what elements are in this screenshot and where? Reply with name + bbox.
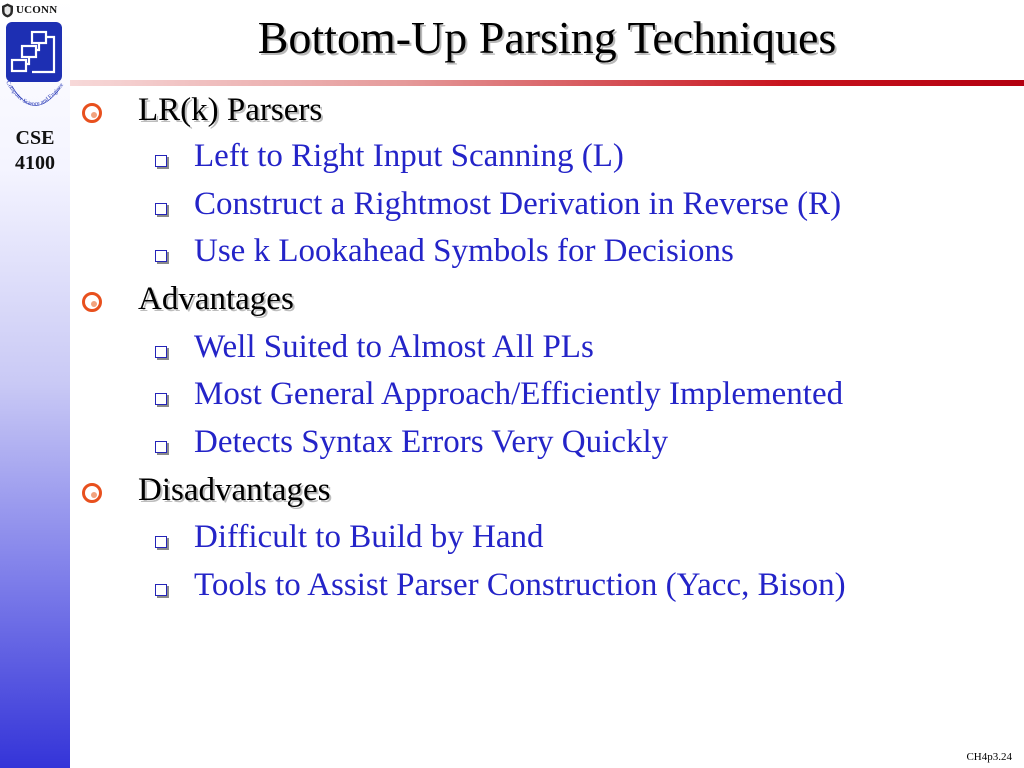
bullet-text: LR(k) Parsers xyxy=(138,92,323,128)
orange-circle-bullet-icon xyxy=(82,483,102,503)
hollow-square-bullet-icon xyxy=(155,155,167,167)
orange-circle-bullet-icon xyxy=(82,292,102,312)
sub-bullet xyxy=(194,186,841,223)
sub-bullet xyxy=(194,519,544,556)
sub-bullet xyxy=(194,329,594,366)
sub-bullet-text: Difficult to Build by Hand xyxy=(194,519,544,555)
bullet-text: Advantages xyxy=(138,281,294,317)
hollow-square-bullet-icon xyxy=(155,250,167,262)
bullet-advantages xyxy=(138,281,294,318)
course-dept: CSE xyxy=(15,127,55,149)
hollow-square-bullet-icon xyxy=(155,393,167,405)
slide-number: CH4p3.24 xyxy=(966,751,1012,763)
bullet-lrk-parsers xyxy=(138,92,322,129)
sub-bullet-text: Well Suited to Almost All PLs xyxy=(194,329,594,365)
orange-circle-bullet-icon xyxy=(82,103,102,123)
uconn-wordmark: UCONN xyxy=(16,4,58,16)
slide-title: Bottom-Up Parsing Techniques xyxy=(257,12,837,63)
bullet-disadvantages xyxy=(138,472,330,509)
bullet-text: Disadvantages xyxy=(138,472,331,508)
sub-bullet-text: Left to Right Input Scanning (L) xyxy=(194,138,624,174)
sub-bullet-text: Detects Syntax Errors Very Quickly xyxy=(194,424,669,460)
sub-bullet-text: Most General Approach/Efficiently Implemented xyxy=(194,376,844,412)
hollow-square-bullet-icon xyxy=(155,536,167,548)
sub-bullet-text: Use k Lookahead Symbols for Decisions xyxy=(194,233,734,269)
sub-bullet-text: Construct a Rightmost Derivation in Reverse (R) xyxy=(194,186,842,222)
sub-bullet xyxy=(194,233,734,270)
sub-bullet-text: Tools to Assist Parser Construction (Yacc, Bison) xyxy=(194,567,846,603)
logo-caption: Computer Science and Enginee xyxy=(4,80,66,108)
hollow-square-bullet-icon xyxy=(155,441,167,453)
sub-bullet xyxy=(194,567,846,604)
sub-bullet xyxy=(194,424,668,461)
sub-bullet xyxy=(194,376,843,413)
hollow-square-bullet-icon xyxy=(155,346,167,358)
hollow-square-bullet-icon xyxy=(155,203,167,215)
hollow-square-bullet-icon xyxy=(155,584,167,596)
sub-bullet xyxy=(194,138,624,175)
course-number: 4100 xyxy=(15,152,55,174)
